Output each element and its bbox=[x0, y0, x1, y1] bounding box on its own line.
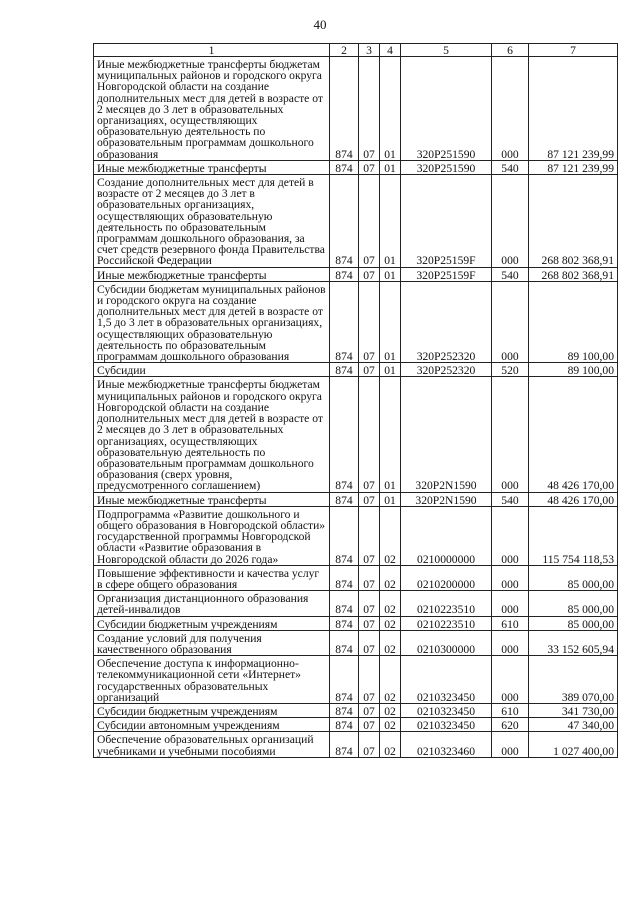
table-row bbox=[94, 363, 618, 377]
row-value-cell: 000 bbox=[492, 591, 529, 616]
row-value-cell: 01 bbox=[380, 175, 401, 268]
row-value-cell: 02 bbox=[380, 656, 401, 704]
header-cell: 5 bbox=[401, 44, 492, 57]
row-value-cell: 02 bbox=[380, 703, 401, 717]
row-value-cell: 1 027 400,00 bbox=[529, 732, 618, 757]
row-value-cell: 389 070,00 bbox=[529, 656, 618, 704]
row-name-cell: Организация дистанционного образования детей-инвалидов bbox=[94, 591, 330, 616]
row-value-cell: 874 bbox=[330, 377, 359, 492]
row-value-cell: 85 000,00 bbox=[529, 616, 618, 630]
row-value-cell: 874 bbox=[330, 732, 359, 757]
row-value-cell: 874 bbox=[330, 160, 359, 174]
row-value-cell: 48 426 170,00 bbox=[529, 377, 618, 492]
row-name-cell: Иные межбюджетные трансферты bbox=[94, 160, 330, 174]
row-value-cell: 01 bbox=[380, 160, 401, 174]
table-row bbox=[94, 492, 618, 506]
table-row bbox=[94, 565, 618, 590]
row-value-cell: 07 bbox=[359, 718, 380, 732]
row-value-cell: 85 000,00 bbox=[529, 565, 618, 590]
row-value-cell: 320P2N1590 bbox=[401, 492, 492, 506]
row-name-cell: Субсидии бюджетным учреждениям bbox=[94, 703, 330, 717]
row-name-cell: Субсидии бюджетам муниципальных районов и городского округа на создание дополнительных мест для детей в возрасте от 1,5 до 3 лет в образовательных организациях, осуществляющих образовательную деятельность по образовательным программам дошкольного образования bbox=[94, 281, 330, 362]
table-row bbox=[94, 656, 618, 704]
row-value-cell: 07 bbox=[359, 160, 380, 174]
row-value-cell: 01 bbox=[380, 363, 401, 377]
row-value-cell: 874 bbox=[330, 656, 359, 704]
row-value-cell: 87 121 239,99 bbox=[529, 57, 618, 161]
page-number: 40 bbox=[313, 17, 327, 32]
row-name-cell: Повышение эффективности и качества услуг в сфере общего образования bbox=[94, 565, 330, 590]
table-row bbox=[94, 591, 618, 616]
row-value-cell: 0210323450 bbox=[401, 656, 492, 704]
table-row bbox=[94, 630, 618, 655]
row-value-cell: 87 121 239,99 bbox=[529, 160, 618, 174]
row-value-cell: 341 730,00 bbox=[529, 703, 618, 717]
row-value-cell: 07 bbox=[359, 565, 380, 590]
header-cell: 1 bbox=[94, 44, 330, 57]
row-value-cell: 610 bbox=[492, 703, 529, 717]
row-value-cell: 000 bbox=[492, 281, 529, 362]
table-row bbox=[94, 377, 618, 492]
row-value-cell: 07 bbox=[359, 57, 380, 161]
row-value-cell: 02 bbox=[380, 591, 401, 616]
row-value-cell: 02 bbox=[380, 506, 401, 565]
row-value-cell: 0210200000 bbox=[401, 565, 492, 590]
row-value-cell: 000 bbox=[492, 377, 529, 492]
row-value-cell: 0210223510 bbox=[401, 616, 492, 630]
row-name-cell: Обеспечение образовательных организаций учебниками и учебными пособиями bbox=[94, 732, 330, 757]
row-value-cell: 320P252320 bbox=[401, 363, 492, 377]
row-value-cell: 0210323460 bbox=[401, 732, 492, 757]
row-value-cell: 520 bbox=[492, 363, 529, 377]
row-value-cell: 620 bbox=[492, 718, 529, 732]
row-value-cell: 874 bbox=[330, 175, 359, 268]
row-value-cell: 874 bbox=[330, 616, 359, 630]
row-value-cell: 07 bbox=[359, 506, 380, 565]
row-value-cell: 01 bbox=[380, 377, 401, 492]
row-value-cell: 33 152 605,94 bbox=[529, 630, 618, 655]
row-value-cell: 07 bbox=[359, 591, 380, 616]
row-value-cell: 874 bbox=[330, 492, 359, 506]
row-value-cell: 01 bbox=[380, 267, 401, 281]
row-value-cell: 540 bbox=[492, 267, 529, 281]
table-row bbox=[94, 732, 618, 757]
table-row bbox=[94, 175, 618, 268]
row-value-cell: 320P25159F bbox=[401, 175, 492, 268]
row-value-cell: 01 bbox=[380, 57, 401, 161]
row-value-cell: 000 bbox=[492, 506, 529, 565]
row-value-cell: 540 bbox=[492, 160, 529, 174]
row-value-cell: 0210323450 bbox=[401, 703, 492, 717]
row-name-cell: Иные межбюджетные трансферты bbox=[94, 267, 330, 281]
row-value-cell: 07 bbox=[359, 377, 380, 492]
row-name-cell: Субсидии bbox=[94, 363, 330, 377]
row-value-cell: 000 bbox=[492, 732, 529, 757]
row-value-cell: 89 100,00 bbox=[529, 363, 618, 377]
row-name-cell: Создание дополнительных мест для детей в возрасте от 2 месяцев до 3 лет в образовательных организациях, осуществляющих образовательную деятельность по образовательным программам дошкольного образования, за счет средств резервного фонда Правительства Российской Федерации bbox=[94, 175, 330, 268]
row-value-cell: 0210323450 bbox=[401, 718, 492, 732]
row-value-cell: 07 bbox=[359, 492, 380, 506]
row-name-cell: Субсидии бюджетным учреждениям bbox=[94, 616, 330, 630]
row-value-cell: 320P2N1590 bbox=[401, 377, 492, 492]
row-value-cell: 0210223510 bbox=[401, 591, 492, 616]
row-value-cell: 07 bbox=[359, 616, 380, 630]
header-cell: 4 bbox=[380, 44, 401, 57]
row-value-cell: 874 bbox=[330, 267, 359, 281]
row-value-cell: 000 bbox=[492, 175, 529, 268]
row-value-cell: 07 bbox=[359, 175, 380, 268]
row-value-cell: 874 bbox=[330, 506, 359, 565]
table-row bbox=[94, 160, 618, 174]
row-name-cell: Создание условий для получения качественного образования bbox=[94, 630, 330, 655]
row-value-cell: 874 bbox=[330, 281, 359, 362]
table-row bbox=[94, 57, 618, 161]
row-value-cell: 320P25159F bbox=[401, 267, 492, 281]
table-row bbox=[94, 718, 618, 732]
table-body bbox=[94, 57, 618, 758]
row-value-cell: 02 bbox=[380, 630, 401, 655]
row-name-cell: Иные межбюджетные трансферты бюджетам муниципальных районов и городского округа Новгородской области на создание дополнительных мест для детей в возрасте от 2 месяцев до 3 лет в образовательных организациях, осуществляющих образовательную деятельность по образовательным программам дошкольного образования bbox=[94, 57, 330, 161]
row-value-cell: 0210000000 bbox=[401, 506, 492, 565]
row-name-cell: Субсидии автономным учреждениям bbox=[94, 718, 330, 732]
row-value-cell: 320P251590 bbox=[401, 160, 492, 174]
row-value-cell: 0210300000 bbox=[401, 630, 492, 655]
row-value-cell: 874 bbox=[330, 703, 359, 717]
header-cell: 2 bbox=[330, 44, 359, 57]
row-value-cell: 320P251590 bbox=[401, 57, 492, 161]
row-value-cell: 874 bbox=[330, 363, 359, 377]
row-value-cell: 000 bbox=[492, 656, 529, 704]
table-row bbox=[94, 267, 618, 281]
row-value-cell: 268 802 368,91 bbox=[529, 267, 618, 281]
row-value-cell: 85 000,00 bbox=[529, 591, 618, 616]
row-value-cell: 48 426 170,00 bbox=[529, 492, 618, 506]
table-row bbox=[94, 506, 618, 565]
row-value-cell: 07 bbox=[359, 732, 380, 757]
row-value-cell: 02 bbox=[380, 732, 401, 757]
row-value-cell: 874 bbox=[330, 630, 359, 655]
row-value-cell: 115 754 118,53 bbox=[529, 506, 618, 565]
row-value-cell: 02 bbox=[380, 616, 401, 630]
row-name-cell: Иные межбюджетные трансферты bbox=[94, 492, 330, 506]
row-value-cell: 874 bbox=[330, 718, 359, 732]
row-name-cell: Иные межбюджетные трансферты бюджетам муниципальных районов и городского округа Новгородской области на создание дополнительных мест для детей в возрасте от 2 месяцев до 3 лет в образовательных организациях, осуществляющих образовательную деятельность по образовательным программам дошкольного образования (сверх уровня, предусмотренного соглашением) bbox=[94, 377, 330, 492]
row-value-cell: 540 bbox=[492, 492, 529, 506]
header-cell: 7 bbox=[529, 44, 618, 57]
row-name-cell: Обеспечение доступа к информационно-телекоммуникационной сети «Интернет» государственных образовательных организаций bbox=[94, 656, 330, 704]
table-row bbox=[94, 616, 618, 630]
row-value-cell: 07 bbox=[359, 267, 380, 281]
budget-table bbox=[93, 43, 618, 758]
header-cell: 6 bbox=[492, 44, 529, 57]
row-value-cell: 89 100,00 bbox=[529, 281, 618, 362]
row-value-cell: 320P252320 bbox=[401, 281, 492, 362]
row-value-cell: 07 bbox=[359, 281, 380, 362]
table-row bbox=[94, 703, 618, 717]
row-value-cell: 02 bbox=[380, 718, 401, 732]
row-value-cell: 610 bbox=[492, 616, 529, 630]
row-value-cell: 07 bbox=[359, 656, 380, 704]
row-value-cell: 874 bbox=[330, 591, 359, 616]
row-value-cell: 01 bbox=[380, 281, 401, 362]
row-value-cell: 07 bbox=[359, 363, 380, 377]
header-cell: 3 bbox=[359, 44, 380, 57]
row-value-cell: 000 bbox=[492, 57, 529, 161]
row-value-cell: 000 bbox=[492, 565, 529, 590]
row-value-cell: 01 bbox=[380, 492, 401, 506]
row-value-cell: 47 340,00 bbox=[529, 718, 618, 732]
row-value-cell: 874 bbox=[330, 57, 359, 161]
table-row bbox=[94, 281, 618, 362]
row-value-cell: 268 802 368,91 bbox=[529, 175, 618, 268]
row-value-cell: 000 bbox=[492, 630, 529, 655]
row-value-cell: 07 bbox=[359, 630, 380, 655]
row-value-cell: 874 bbox=[330, 565, 359, 590]
row-value-cell: 02 bbox=[380, 565, 401, 590]
header-row bbox=[94, 44, 618, 57]
row-name-cell: Подпрограмма «Развитие дошкольного и общего образования в Новгородской области» государственной программы Новгородской области «Развитие образования в Новгородской области до 2026 года» bbox=[94, 506, 330, 565]
row-value-cell: 07 bbox=[359, 703, 380, 717]
